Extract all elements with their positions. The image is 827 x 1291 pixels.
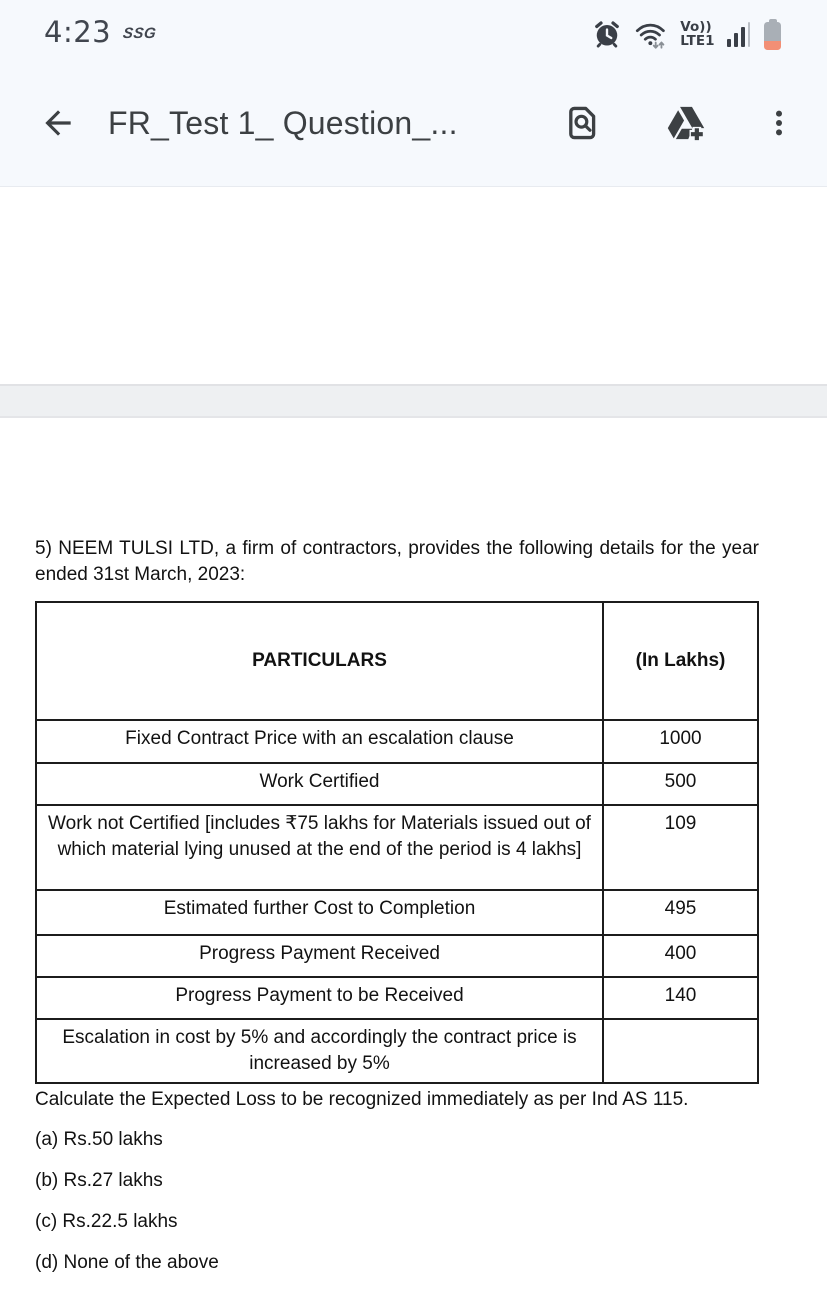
battery-icon <box>764 19 781 50</box>
table-row <box>36 763 758 805</box>
table-row <box>36 935 758 977</box>
option-d: (d) None of the above <box>35 1252 219 1273</box>
volte-line2: LTE1 <box>680 33 715 49</box>
document-title: FR_Test 1_ Question_... <box>108 104 458 141</box>
back-arrow-icon <box>39 104 77 142</box>
back-button[interactable] <box>36 101 80 145</box>
volte-line1: Vo)) <box>680 19 712 35</box>
drive-add-icon <box>665 102 707 144</box>
table-cell-value: 500 <box>603 763 758 805</box>
add-to-drive-button[interactable] <box>663 100 709 146</box>
page-separator <box>0 384 827 418</box>
table-cell-value: 1000 <box>603 720 758 763</box>
overflow-menu-button[interactable] <box>761 101 797 145</box>
table-cell-value: 400 <box>603 935 758 977</box>
find-in-document-button[interactable] <box>561 101 605 145</box>
answer-options <box>35 1127 759 1276</box>
alarm-icon <box>592 19 622 49</box>
option-b: (b) Rs.27 lakhs <box>35 1170 163 1191</box>
table-cell-particular: Progress Payment Received <box>36 935 603 977</box>
table-cell-particular: Progress Payment to be Received <box>36 977 603 1019</box>
table-cell-particular: Fixed Contract Price with an escalation clause <box>36 720 603 763</box>
find-in-document-icon <box>564 104 602 142</box>
table-cell-value: 495 <box>603 890 758 935</box>
app-header <box>0 60 827 186</box>
question-text: Calculate the Expected Loss to be recognized immediately as per Ind AS 115. <box>35 1089 689 1110</box>
table-cell-particular: Escalation in cost by 5% and accordingly the contract price is increased by 5% <box>36 1019 603 1083</box>
previous-page-bottom <box>0 188 827 384</box>
table-row <box>36 890 758 935</box>
table-cell-value: 140 <box>603 977 758 1019</box>
table-row <box>36 805 758 890</box>
carrier-label: SSG <box>121 24 158 42</box>
table-cell-particular: Work not Certified [includes ₹75 lakhs for Materials issued out of which material lying unused at the end of the period is 4 lakhs] <box>36 805 603 890</box>
status-bar <box>0 10 827 54</box>
table-cell-value <box>603 1019 758 1083</box>
status-time: 4:23 <box>44 15 112 49</box>
table-cell-particular: Work Certified <box>36 763 603 805</box>
table-cell-particular: Estimated further Cost to Completion <box>36 890 603 935</box>
table-header-particulars: PARTICULARS <box>36 602 603 720</box>
table-row <box>36 1019 758 1083</box>
question-table <box>35 601 759 1084</box>
question-intro: 5) NEEM TULSI LTD, a firm of contractors, provides the following details for the year ended 31st March, 2023: <box>35 538 759 585</box>
option-c: (c) Rs.22.5 lakhs <box>35 1211 178 1232</box>
signal-icon <box>727 21 751 47</box>
wifi-icon <box>634 18 668 50</box>
status-icons <box>592 14 781 54</box>
overflow-menu-icon <box>764 105 794 141</box>
table-row <box>36 977 758 1019</box>
table-header-row <box>36 602 758 720</box>
top-chrome <box>0 0 827 187</box>
option-a: (a) Rs.50 lakhs <box>35 1129 163 1150</box>
table-row <box>36 720 758 763</box>
volte-label <box>680 20 714 48</box>
table-header-in-lakhs: (In Lakhs) <box>603 602 758 720</box>
document-content <box>35 536 759 1291</box>
table-cell-value: 109 <box>603 805 758 890</box>
